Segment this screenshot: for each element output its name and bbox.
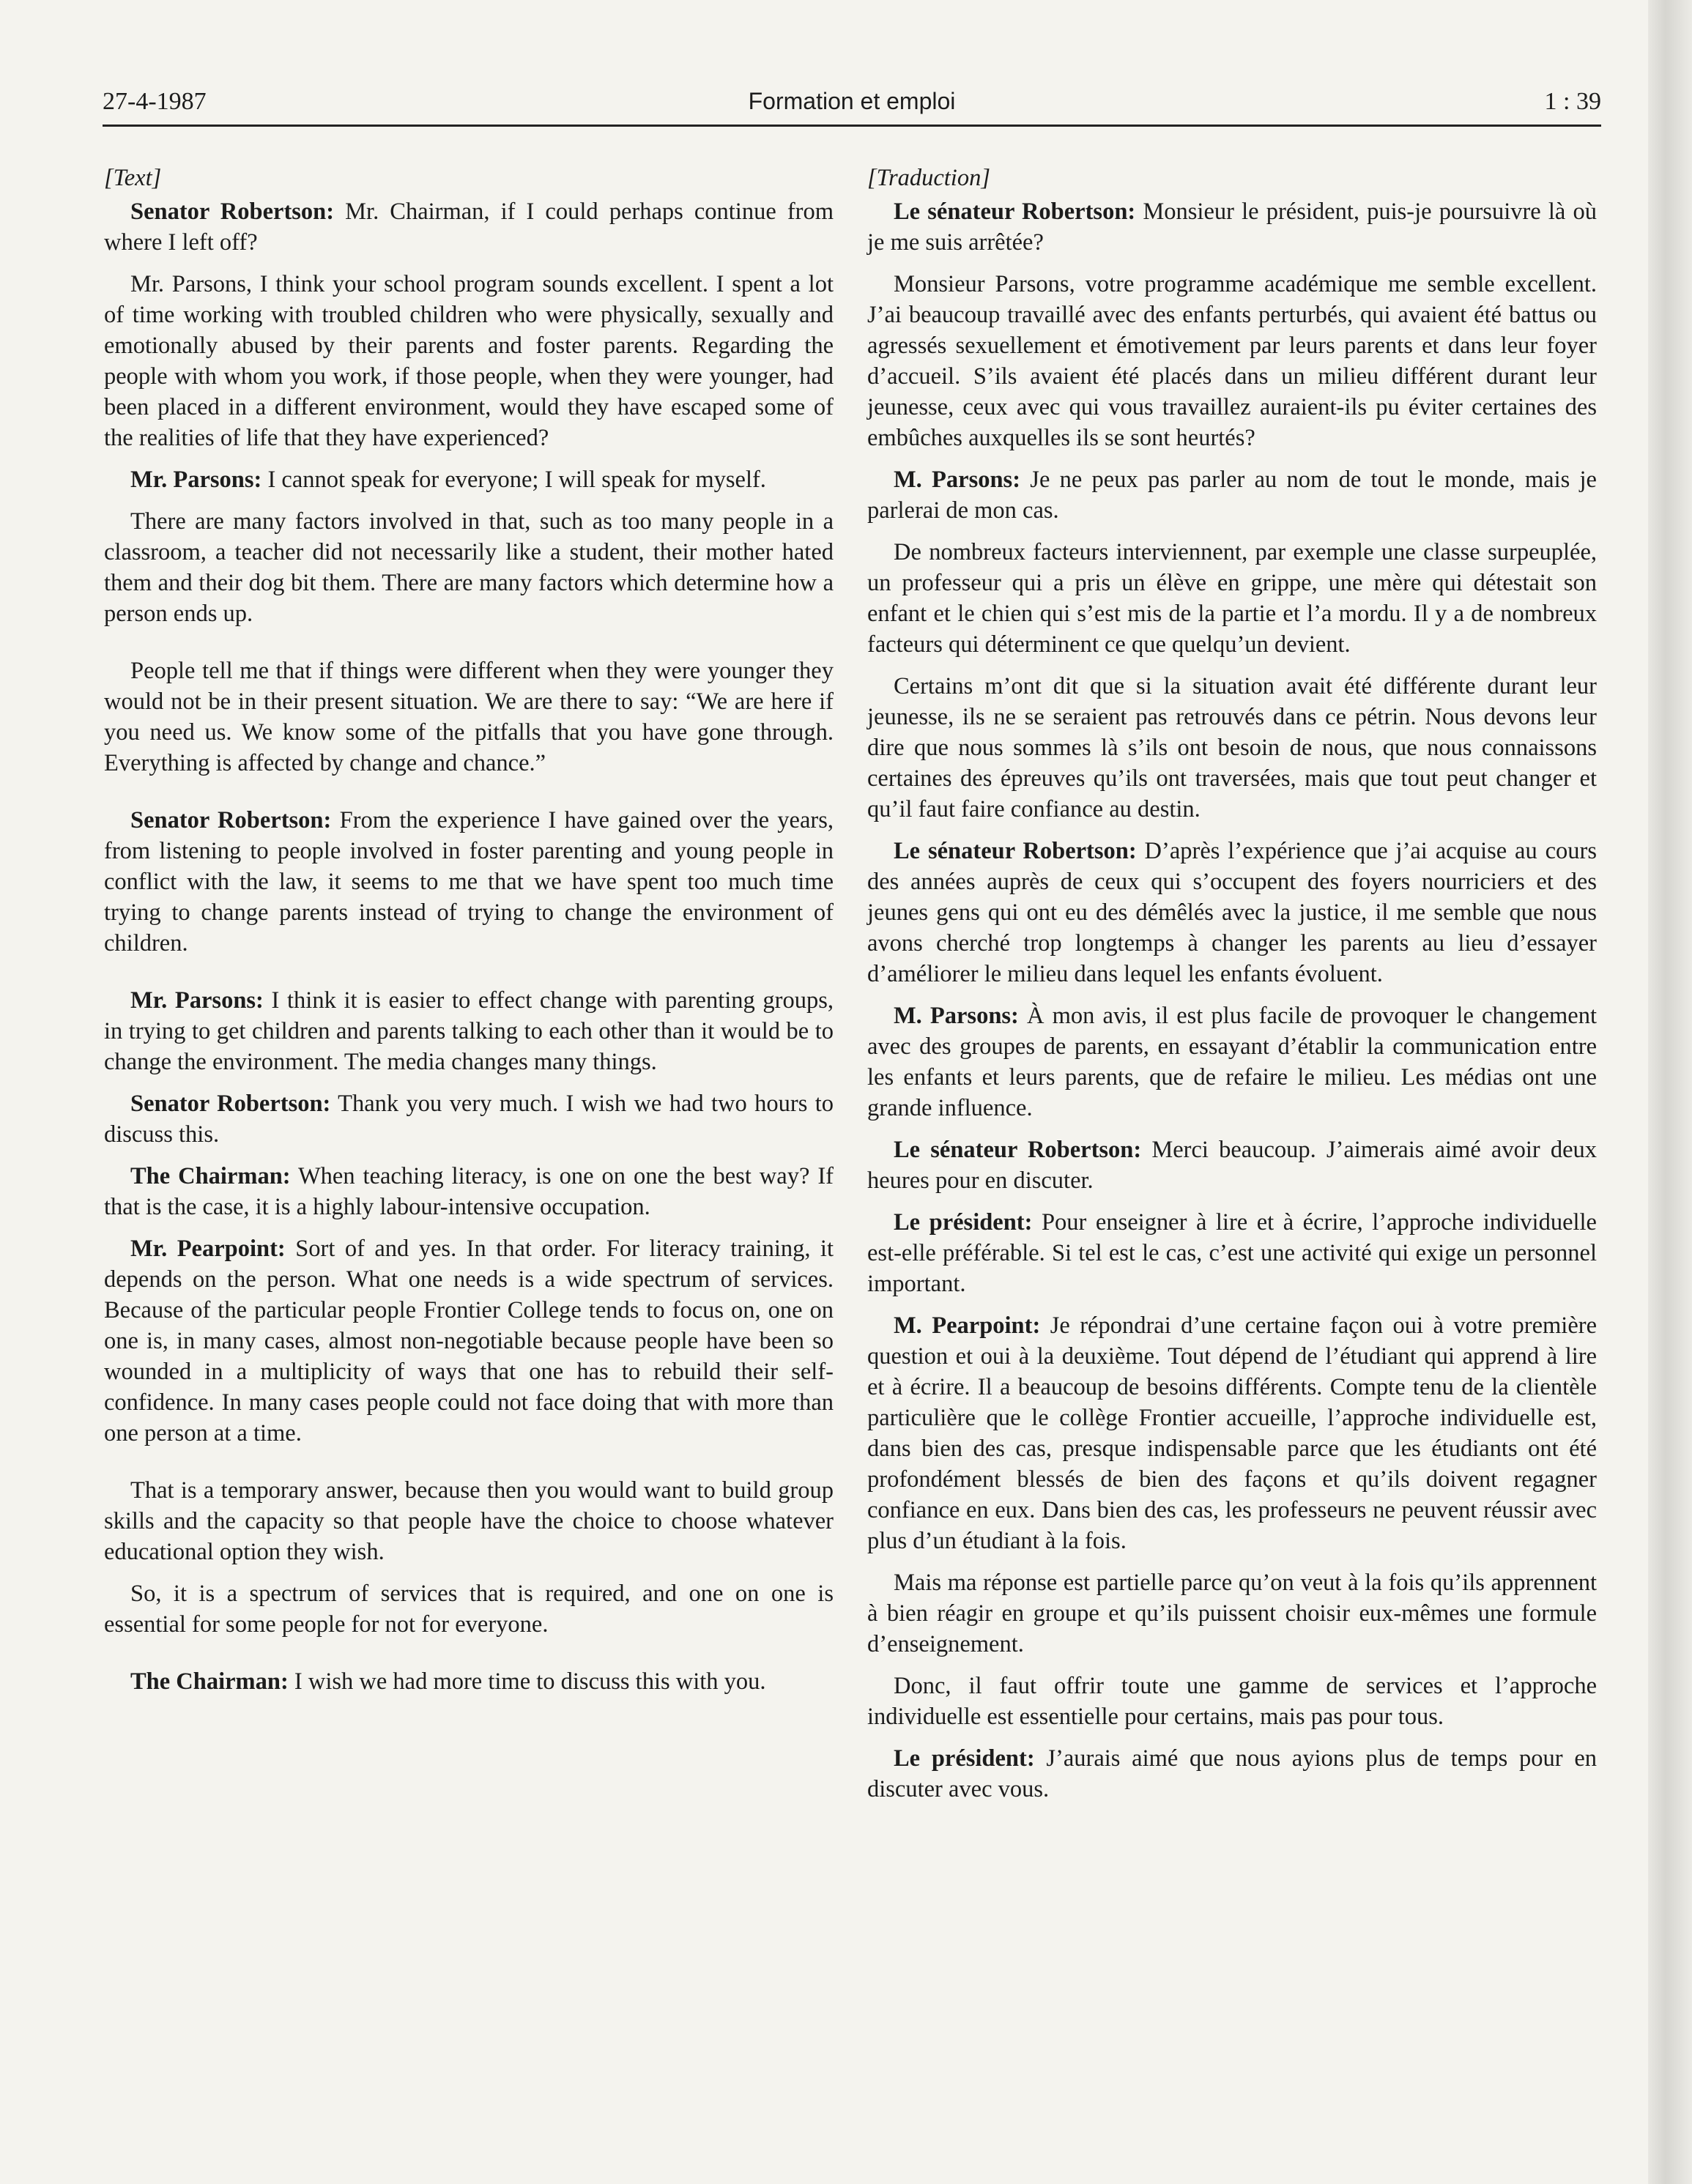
speaker-name: The Chairman: [130,1668,289,1695]
paragraph-text: Sort of and yes. In that order. For literacy training, it depends on the person. What one needs is a wide spectrum of services. Because of the particular people Frontier College tends to focus on, one on one is, in many cases, almost non-negotiable because people have been so wounded in a multiplicity of ways that one has to rebuild their self-confidence. In many cases people could not face doing that with more than one person at a time. [104,1236,834,1446]
paragraph-text: That is a temporary answer, because then you would want to build group skills and the capacity so that people have the choice to choose whatever educational option they wish. [104,1477,834,1565]
paragraph-text: Certains m’ont dit que si la situation avait été différente durant leur jeunesse, ils ne se seraient pas retrouvés dans ce pétrin. Nous devons leur dire que nous sommes là s’ils ont besoin de nous, que nous connaissons certaines des épreuves qu’ils ont traversées, mais que tout peut changer et qu’il faut faire confiance au destin. [867,673,1597,822]
paragraph-text: I think it is easier to effect change with parenting groups, in trying to get children and parents talking to each other than it would be to change the environment. The media changes many things. [104,987,834,1075]
paragraph-text: Thank you very much. I wish we had two hours to discuss this. [104,1091,834,1148]
paragraph-text: Donc, il faut offrir toute une gamme de services et l’approche individuelle est essentielle pour certains, mais pas pour tous. [867,1673,1597,1730]
running-header [103,82,1601,126]
paragraph-text: Merci beaucoup. J’aimerais aimé avoir deux heures pour en discuter. [867,1137,1597,1194]
paragraph-text: I wish we had more time to discuss this with you. [288,1668,766,1695]
speaker-name: Le sénateur Robertson: [894,1137,1142,1163]
paragraph-text: Monsieur le président, puis-je poursuivre là où je me suis arrêtée? [867,198,1597,256]
speaker-name: Le président: [894,1209,1033,1236]
paragraph [867,1567,1597,1660]
paragraph-text: Pour enseigner à lire et à écrire, l’approche individuelle est-elle préférable. Si tel est le cas, c’est une activité qui exige un personnel important. [867,1209,1597,1297]
speaker-name: Le sénateur Robertson: [894,198,1136,225]
paragraph [867,1671,1597,1732]
paragraph [867,1310,1597,1556]
paragraph [104,1666,834,1697]
section-label-traduction: [Traduction] [867,165,990,191]
speaker-name: Senator Robertson: [130,1091,331,1117]
paragraph [104,1475,834,1567]
paragraph [104,506,834,629]
paragraph-text: From the experience I have gained over the years, from listening to people involved in foster parenting and young people in conflict with the law, it seems to me that we have spent too much time trying to change parents instead of trying to change the environment of children. [104,807,834,957]
header-date: 27-4-1987 [103,88,207,115]
paragraph [104,1233,834,1449]
paragraph-text: People tell me that if things were different when they were younger they would not be in their present situation. We are there to say: “We are here if you need us. We know some of the pitfalls that you have gone through. Everything is affected by change and chance.” [104,658,834,776]
speaker-name: Mr. Parsons: [130,467,262,493]
column-french [867,163,1597,1816]
speaker-name: Senator Robertson: [130,807,332,833]
paragraph [867,196,1597,258]
column-english [104,163,834,1708]
paragraph [867,464,1597,526]
paragraph-text: Je ne peux pas parler au nom de tout le monde, mais je parlerai de mon cas. [867,467,1597,524]
paragraph-text: Monsieur Parsons, votre programme académique me semble excellent. J’ai beaucoup travaillé avec des enfants perturbés, qui avaient été battus ou agressés sexuellement et émotivement par leurs parents et dans leur foyer d’accueil. S’ils avaient été placés dans un milieu différent durant leur jeunesse, ceux avec qui vous travaillez auraient-ils pu éviter certaines des embûches auxquelles ils se sont heurtés? [867,271,1597,451]
paragraph [867,1134,1597,1196]
paragraph [867,269,1597,453]
speaker-name: Le sénateur Robertson: [894,838,1137,864]
book-spine-shadow [1648,0,1692,2184]
paragraph-text: When teaching literacy, is one on one the best way? If that is the case, it is a highly labour-intensive occupation. [104,1163,834,1220]
speaker-name: The Chairman: [130,1163,291,1189]
speaker-name: Senator Robertson: [130,198,335,225]
paragraph-text: De nombreux facteurs interviennent, par exemple une classe surpeuplée, un professeur qui a pris un élève en grippe, une mère qui détestait son enfant et le chien qui s’est mis de la partie et l’a mordu. Il y a de nombreux facteurs qui déterminent ce que quelqu’un devient. [867,539,1597,658]
paragraph-text: À mon avis, il est plus facile de provoquer le changement avec des groupes de parents, en essayant d’établir la communication entre les enfants et leurs parents, que de refaire le milieu. Les médias ont une grande influence. [867,1003,1597,1121]
paragraph [104,269,834,453]
paragraph-text: D’après l’expérience que j’ai acquise au cours des années auprès de ceux qui s’occupent des foyers nourriciers et des jeunes gens qui ont eu des démêlés avec la justice, il me semble que nous avons cherché trop longtemps à changer les parents au lieu d’essayer d’améliorer le milieu dans lequel les enfants évoluent. [867,838,1597,987]
paragraph [867,1000,1597,1123]
paragraph [104,985,834,1077]
speaker-name: M. Pearpoint: [894,1312,1041,1339]
paragraph [867,537,1597,660]
paragraph [104,196,834,258]
header-title: Formation et emploi [748,88,956,114]
paragraph-text: Mais ma réponse est partielle parce qu’on veut à la fois qu’ils apprennent à bien réagir en groupe et qu’ils puissent choisir eux-mêmes une formule d’enseignement. [867,1570,1597,1657]
paragraph-text: Je répondrai d’une certaine façon oui à votre première question et oui à la deuxième. Tout dépend de l’étudiant qui apprend à lire et à écrire. Il a beaucoup de besoins différents. Compte tenu de la clientèle particulière que le collège Frontier accueille, l’approche individuelle est, dans bien des cas, presque indispensable parce que les étudiants ont été profondément blessés de bien des façons et qu’ils doivent regagner confiance en eux. Dans bien des cas, les professeurs ne peuvent réussir avec plus d’un étudiant à la fois. [867,1312,1598,1554]
paragraph [867,836,1597,989]
paragraph-text: Mr. Chairman, if I could perhaps continue from where I left off? [104,198,834,256]
section-label-text: [Text] [104,165,162,191]
paragraph-text: There are many factors involved in that, such as too many people in a classroom, a teacher did not necessarily like a student, their mother hated them and their dog bit them. There are many factors which determine how a person ends up. [104,508,834,627]
speaker-name: Le président: [894,1745,1035,1772]
paragraph [867,1743,1597,1805]
speaker-name: M. Parsons: [894,467,1021,493]
paragraph [867,671,1597,825]
paragraph-text: I cannot speak for everyone; I will speak for myself. [261,467,766,493]
paragraph-text: J’aurais aimé que nous ayions plus de temps pour en discuter avec vous. [867,1745,1597,1802]
paragraph [104,1161,834,1222]
header-rule [103,125,1601,127]
paragraph-text: Mr. Parsons, I think your school program sounds excellent. I spent a lot of time working with troubled children who were physically, sexually and emotionally abused by their parents and foster parents. Regarding the people with whom you work, if those people, when they were younger, had been placed in a different environment, would they have escaped some of the realities of life that they have experienced? [104,271,834,451]
paragraph [104,1088,834,1150]
paragraph [104,655,834,779]
speaker-name: Mr. Pearpoint: [130,1236,286,1262]
speaker-name: M. Parsons: [894,1003,1019,1029]
paragraph [104,805,834,959]
paragraph [104,1578,834,1640]
paragraph-text: So, it is a spectrum of services that is required, and one on one is essential for some people for not for everyone. [104,1581,834,1638]
paragraph [104,464,834,495]
paragraph [867,1207,1597,1299]
header-page-number: 1 : 39 [1544,88,1601,115]
speaker-name: Mr. Parsons: [130,987,264,1014]
